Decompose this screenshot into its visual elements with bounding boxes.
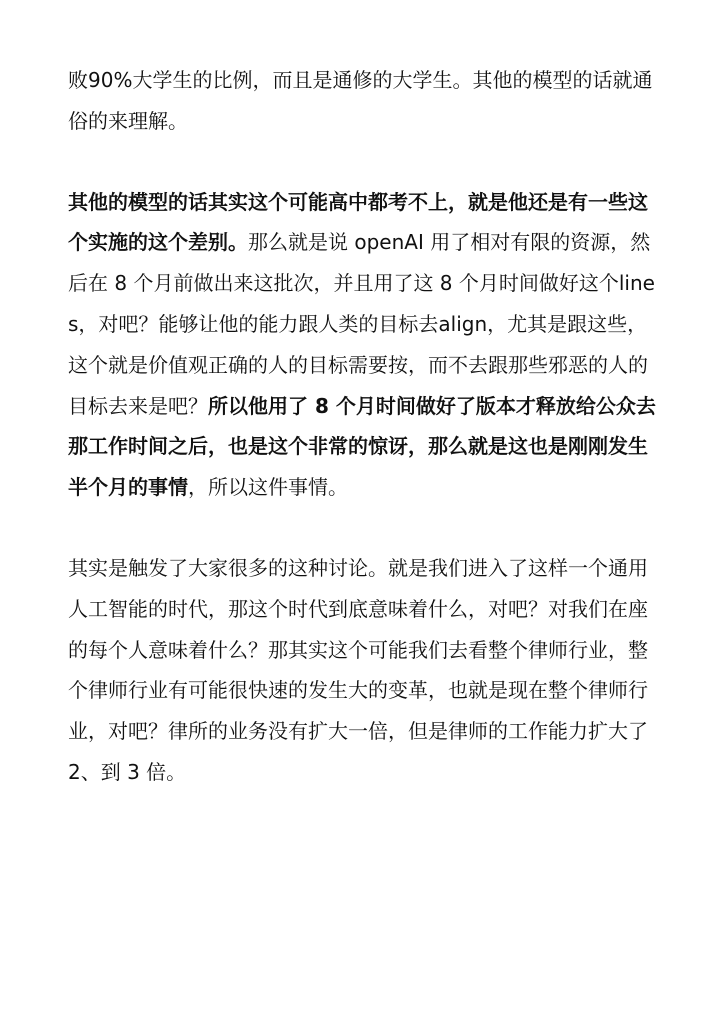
paragraph-text: 其实是触发了大家很多的这种讨论。就是我们进入了这样一个通用人工智能的时代，那这个时代到底意味着什么，对吧？对我们在座的每个人意味着什么？那其实这个可能我们去看整个律师行业，整个律师行业有可能很快速的发生大的变革，也就是现在整个律师行业，对吧？律所的业务没有扩大一倍，但是律师的工作能力扩大了2、到 3 倍。 <box>68 555 648 784</box>
paragraph-text: 那么就是说 openAI 用了相对有限的资源，然后在 8 个月前做出来这批次，并且用了这 8 个月时间做好这个lines，对吧？能够让他的能力跟人类的目标去align，尤其是跟这些，这个就是价值观正确的人的目标需要按，而不去跟那些邪恶的人的目标去来是吧？ <box>68 230 655 418</box>
emphasized-text: 所以他用了 8 个月时间做好了版本才释放给公众去那工作时间之后，也是这个非常的惊讶，那么就是这也是刚刚发生半个月的事情 <box>68 393 656 500</box>
paragraph-text: 败90%大学生的比例，而且是通修的大学生。其他的模型的话就通俗的来理解。 <box>68 68 653 133</box>
paragraph-2 <box>68 182 659 508</box>
paragraph-text: ，所以这件事情。 <box>188 475 348 500</box>
emphasized-text: 其他的模型的话其实这个可能高中都考不上，就是他还是有一些这个实施的这个差别。 <box>68 189 648 255</box>
paragraph-3 <box>68 548 659 793</box>
paragraph-1 <box>68 60 659 142</box>
